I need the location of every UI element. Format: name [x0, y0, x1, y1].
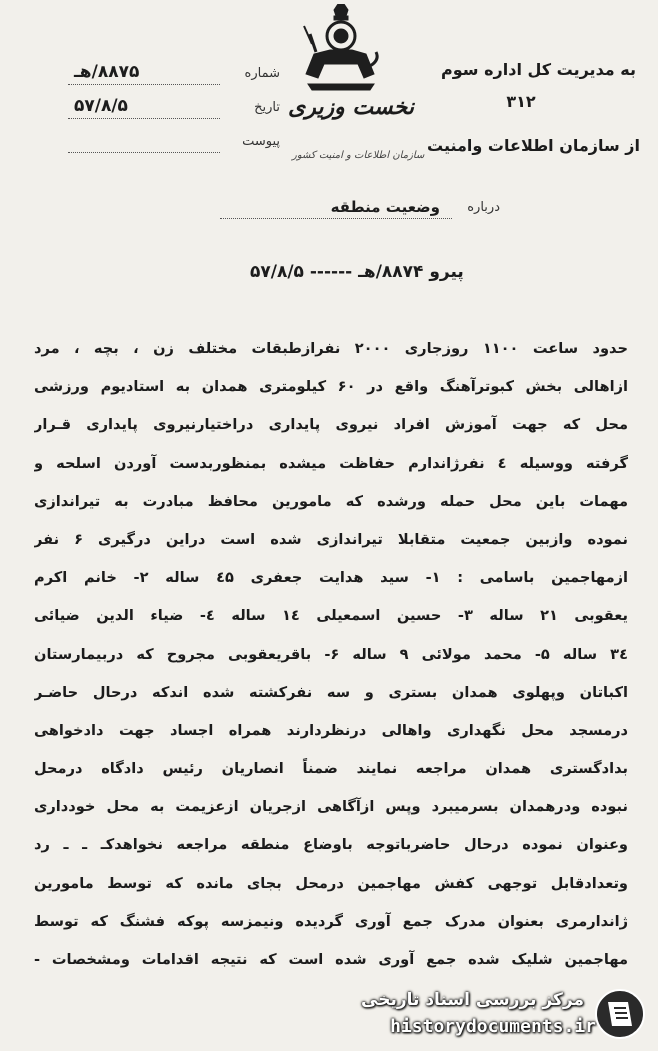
recipient-line: به مدیریت کل اداره سوم: [441, 60, 636, 79]
date-label: تاریخ: [254, 100, 280, 115]
number-value: ۸۸۷۵/هـ: [74, 62, 140, 82]
body-line: مهاجمین شلیک شده جمع آوری شده است که نتیجه اقدامات ومشخصات -: [34, 951, 628, 968]
date-row: [60, 94, 280, 128]
body-line: وعنوان نموده درحال حاضرباتوجه باوضاع منطقه مراجعه نخواهدکـ ـ ـ رد: [34, 836, 628, 854]
body-line: ازاهالی بخش کبوترآهنگ واقع در ۶۰ کیلومتری همدان به استادیوم ورزشی: [34, 378, 628, 396]
body-line: مهمات باین محل حمله ورشده که مامورین محافظ مبادرت به تیراندازی: [34, 492, 628, 510]
number-label: شماره: [244, 66, 280, 81]
body-line: ۳٤ ساله ۵- محمد مولائی ۹ ساله ۶- باقریعقوبی مجروح که دربیمارستان: [34, 645, 628, 663]
body-line: درمسجد محل نگهداری واهالی درنظردارند همراه اجساد جهت دادخواهی: [34, 721, 628, 739]
subject-label: درباره: [467, 200, 500, 215]
body-line: ازمهاجمین باسامی : ۱- سید هدایت جعفری ٤۵ ساله ۲- خانم اکرم: [34, 569, 628, 587]
date-value: ۵۷/۸/۵: [74, 96, 128, 116]
attachment-row: [60, 128, 280, 162]
watermark-title: مرکز بررسی اسناد تاریخی: [361, 990, 584, 1010]
subject-value: وضعیت منطقه: [330, 198, 440, 216]
organization-stamp-note: سازمان اطلاعات و امنیت کشور: [292, 150, 425, 161]
body-line: بدادگستری همدان مراجعه نمایند ضمناً انصاریان رئیس دادگاه درمحل: [34, 760, 628, 778]
attachment-label: پیوست: [242, 134, 280, 149]
body-line: گرفته ووسیله ٤ نفرژاندارم حفاظت میشده بمنظوربدست آوردن اسلحه و: [34, 454, 628, 472]
watermark-url: historydocuments.ir: [390, 1016, 596, 1037]
body-line: نموده وازبین جمعیت متقابلا تیراندازی شده است دراین درگیری ۶ نفر: [34, 530, 628, 548]
body-line: ژاندارمری بعنوان مدرک جمع آوری گردیده ونیمزسه پوکه فشنگ که توسط: [34, 912, 628, 930]
archive-logo-icon: [594, 988, 646, 1040]
document-meta-block: [60, 60, 280, 162]
ministry-title: نخست وزیری: [288, 94, 414, 120]
document-body: [34, 330, 628, 979]
body-line: محل که جهت آموزش افراد نیروی پایداری دراختیارنیروی پایداری قـرار: [34, 416, 628, 434]
body-line: نبوده ودرهمدان بسرمیبرد وپس ازآگاهی ازجریان ازعزیمت به محل خودداری: [34, 798, 628, 816]
followup-reference: پیرو ۸۸۷۴/هـ ------ ۵۷/۸/۵: [250, 262, 464, 282]
body-line: وتعدادقابل توجهی کفش مهاجمین درمحل بجای مانده که توسط مامورین: [34, 874, 628, 892]
sender-organization: از سازمان اطلاعات وامنیت: [427, 136, 640, 155]
watermark: [354, 988, 654, 1048]
recipient-block: [406, 60, 636, 132]
body-line: حدود ساعت ۱۱۰۰ روزجاری ۲۰۰۰ نفرازطبقات مختلف زن ، بچه ، مرد: [34, 340, 628, 357]
lion-and-sun-emblem-icon: [300, 4, 382, 96]
body-line: اکباتان وپهلوی همدان بستری و سه نفرکشته شده اندکه درحال حاضـر: [34, 683, 628, 701]
recipient-code: ۳۱۲: [506, 92, 536, 111]
body-line: یعقوبی ۲۱ ساله ۳- حسین اسمعیلی ۱٤ ساله ٤- ضیاء الدین ضیائی: [34, 607, 628, 625]
number-row: [60, 60, 280, 94]
